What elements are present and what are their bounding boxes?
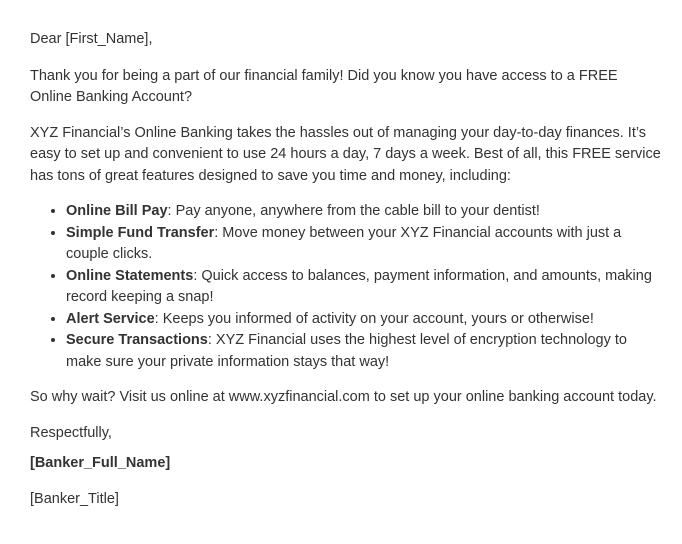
closing: Respectfully,: [30, 424, 112, 441]
feature-description: : Keeps you informed of activity on your account, yours or otherwise!: [154, 310, 594, 327]
feature-description: : Move money between your XYZ Financial accounts with just a couple clicks.: [66, 224, 622, 262]
feature-term: Online Bill Pay: [66, 203, 168, 219]
feature-term: Alert Service: [66, 310, 155, 327]
banker-full-name: [Banker_Full_Name]: [30, 455, 171, 471]
list-item: [66, 309, 662, 331]
feature-term: Secure Transactions: [66, 332, 208, 348]
body-paragraph: XYZ Financial’s Online Banking takes the hassles out of managing your day-to-day finances. It’s easy to set up and convenient to use 24 hours a day, 7 days a week. Best of all, this FREE service has tons of great features designed to save you time and money, including:: [30, 124, 661, 184]
feature-description: : XYZ Financial uses the highest level of encryption technology to make sure your private information stays that way!: [66, 332, 627, 370]
list-item: [66, 330, 662, 373]
list-item: [66, 223, 662, 266]
banker-title: [Banker_Title]: [30, 490, 119, 507]
feature-description: : Pay anyone, anywhere from the cable bill to your dentist!: [167, 203, 540, 219]
list-item: [66, 266, 662, 309]
feature-term: Online Statements: [66, 267, 194, 284]
intro-paragraph: Thank you for being a part of our financial family! Did you know you have access to a FREE Online Banking Account?: [30, 67, 618, 105]
list-item: [66, 201, 662, 223]
feature-term: Simple Fund Transfer: [66, 224, 215, 241]
call-to-action-paragraph: So why wait? Visit us online at www.xyzfinancial.com to set up your online banking account today.: [30, 389, 657, 405]
features-list: [30, 201, 662, 373]
greeting: Dear [First_Name],: [30, 31, 153, 47]
feature-description: : Quick access to balances, payment information, and amounts, making record keeping a snap!: [66, 267, 652, 305]
